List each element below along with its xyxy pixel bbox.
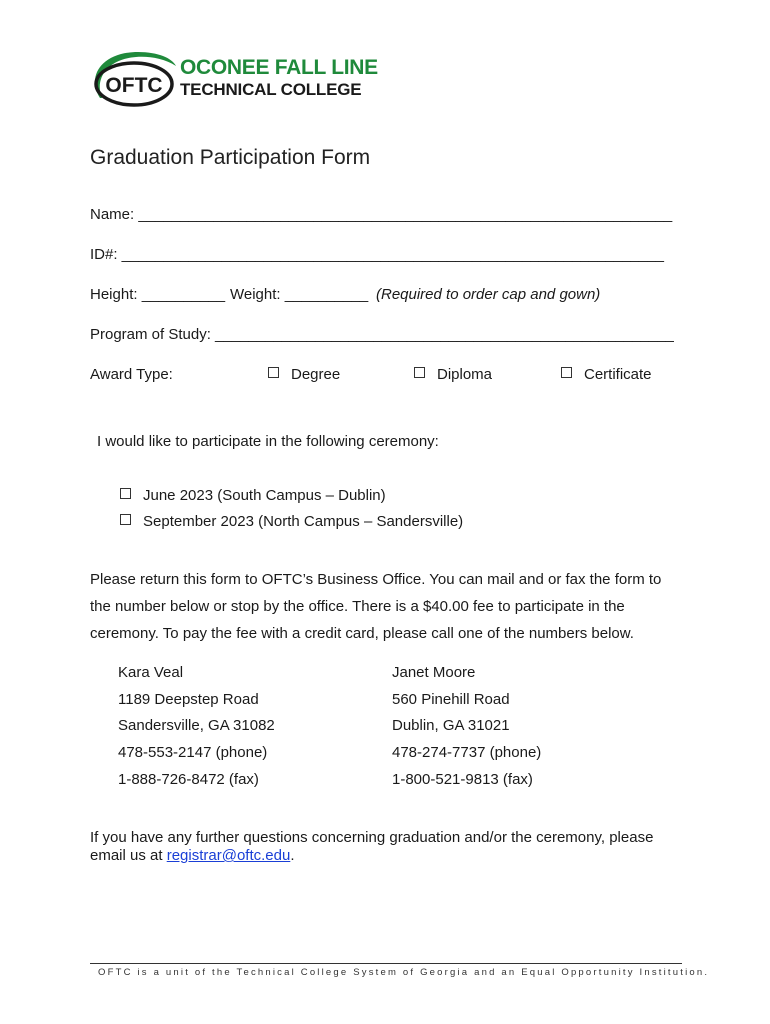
contact-1-fax: 1-888-726-8472 (fax) [118,771,259,788]
footer-text: OFTC is a unit of the Technical College System of Georgia and an Equal Opportunity Institution. [98,967,710,978]
oftc-logo-mark [88,46,178,116]
instructions-line: ceremony. To pay the fee with a credit card, please call one of the numbers below. [90,625,634,642]
name-field[interactable]: Name: ________________________________________________________________ [90,206,673,223]
award-option-label: Certificate [584,366,652,383]
program-of-study-field[interactable]: Program of Study: _______________________________________________________ [90,326,674,343]
contact-2-fax: 1-800-521-9813 (fax) [392,771,533,788]
questions-line: If you have any further questions concerning graduation and/or the ceremony, please [90,829,654,846]
contact-1-phone: 478-553-2147 (phone) [118,744,268,761]
logo-name-line2: TECHNICAL COLLEGE [180,80,362,99]
contact-1-city: Sandersville, GA 31082 [118,717,275,734]
questions-suffix: . [290,847,295,864]
contact-2-name: Janet Moore [392,664,476,681]
contact-2-street: 560 Pinehill Road [392,691,510,708]
contact-1-street: 1189 Deepstep Road [118,691,259,708]
logo-name-line1: OCONEE FALL LINE [180,56,378,79]
award-option-degree[interactable] [268,366,340,383]
ceremony-option-label: June 2023 (South Campus – Dublin) [143,487,386,504]
id-field[interactable]: ID#: _________________________________________________________________ [90,246,664,263]
checkbox-icon[interactable] [268,367,279,378]
checkbox-icon[interactable] [120,514,131,525]
checkbox-icon[interactable] [414,367,425,378]
checkbox-icon[interactable] [561,367,572,378]
registrar-email-link[interactable]: registrar@oftc.edu [166,847,291,864]
instructions-line: Please return this form to OFTC’s Business Office. You can mail and or fax the form to [90,571,662,588]
weight-field[interactable]: Weight: __________ [230,286,369,303]
cap-gown-note: (Required to order cap and gown) [376,286,601,303]
logo-abbr: OFTC [105,74,163,97]
college-logo [88,46,378,116]
checkbox-icon[interactable] [120,488,131,499]
ceremony-option-label: September 2023 (North Campus – Sandersville) [143,513,464,530]
form-title: Graduation Participation Form [90,146,371,169]
height-field[interactable]: Height: __________ [90,286,226,303]
ceremony-option-june[interactable] [120,487,386,504]
award-option-diploma[interactable] [414,366,492,383]
questions-email-line [90,847,295,864]
contact-2-phone: 478-274-7737 (phone) [392,744,542,761]
award-option-certificate[interactable] [561,366,652,383]
award-option-label: Diploma [437,366,493,383]
footer-divider [90,963,682,964]
questions-prefix: email us at [90,847,167,864]
ceremony-option-september[interactable] [120,513,463,530]
ceremony-intro: I would like to participate in the following ceremony: [97,433,439,450]
award-type-label: Award Type: [90,366,173,383]
award-option-label: Degree [291,366,341,383]
contact-1-name: Kara Veal [118,664,184,681]
contact-2-city: Dublin, GA 31021 [392,717,510,734]
instructions-line: the number below or stop by the office. There is a $40.00 fee to participate in the [90,598,625,615]
